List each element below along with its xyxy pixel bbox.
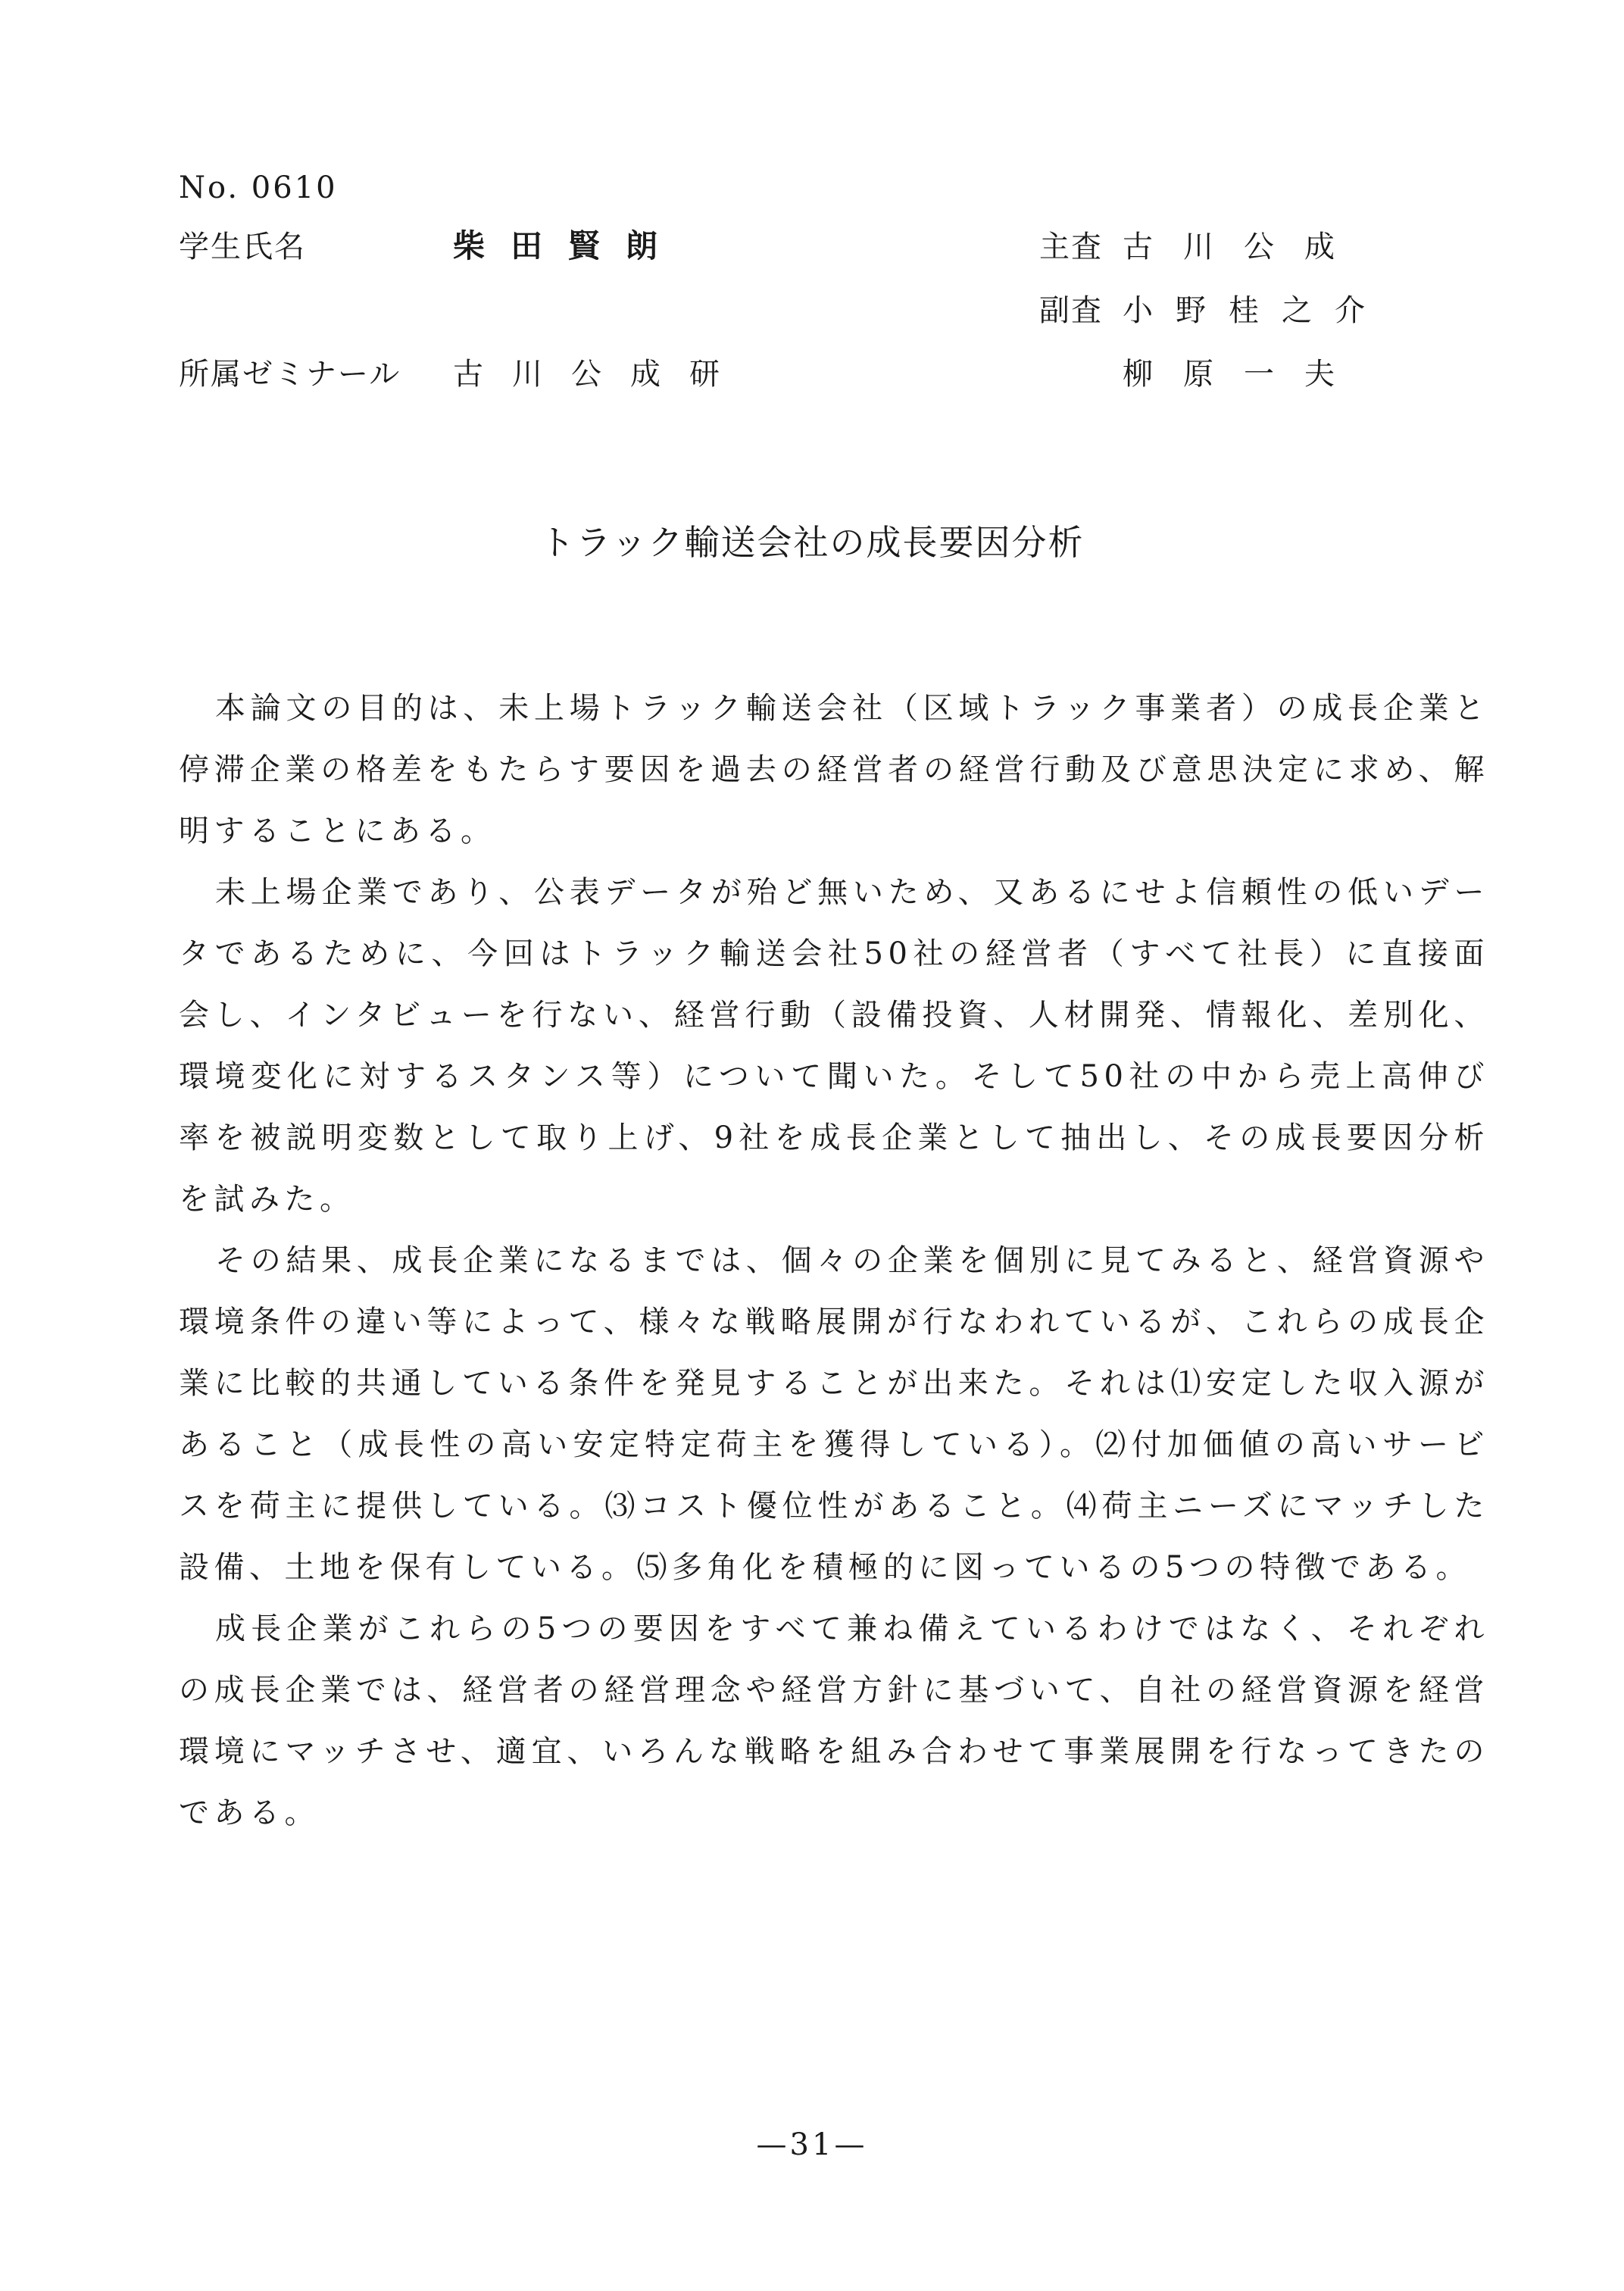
examiner-name: 小野桂之介 [1123,293,1388,328]
seminar-name: 古川公成研 [453,357,748,392]
seminar-label: 所属ゼミナール [179,357,401,392]
student-name: 柴田賢朗 [453,227,684,264]
examiner-role: 副査 [1039,293,1103,328]
examiner-name: 古川公成 [1123,230,1365,264]
abstract-body [179,678,1489,1844]
chief-examiner [1039,232,1388,262]
page-number: —31— [756,2127,868,2162]
paragraph: 成長企業がこれらの5つの要因をすべて兼ね備えているわけではなく、それぞれの成長企業では、経営者の経営理念や経営方針に基づいて、自社の経営資源を経営環境にマッチさせ、適宜、いろんな戦略を組み合わせて事業展開を行なってきたのである。 [179,1611,1489,1830]
thesis-title: トラック輸送会社の成長要因分析 [539,522,1085,563]
paragraph: 本論文の目的は、未上場トラック輸送会社（区域トラック事業者）の成長企業と停滞企業の格差をもたらす要因を過去の経営者の経営行動及び意思決定に求め、解明することにある。 [179,691,1489,849]
paragraph: その結果、成長企業になるまでは、個々の企業を個別に見てみると、経営資源や環境条件の違い等によって、様々な戦略展開が行なわれているが、これらの成長企業に比較的共通している条件を発見することが出来た。それは⑴安定した収入源があること（成長性の高い安定特定荷主を獲得している）。⑵付加価値の高いサービスを荷主に提供している。⑶コスト優位性があること。⑷荷主ニーズにマッチした設備、土地を保有している。⑸多角化を積極的に図っているの5つの特徴である。 [179,1243,1489,1585]
document-number: No. 0610 [179,170,338,205]
paragraph: 未上場企業であり、公表データが殆ど無いため、又あるにせよ信頼性の低いデータであるために、今回はトラック輸送会社50社の経営者（すべて社長）に直接面会し、インタビューを行ない、経営行動（設備投資、人材開発、情報化、差別化、環境変化に対するスタンス等）について聞いた。そして50社の中から売上高伸び率を被説明変数として取り上げ、9社を成長企業として抽出し、その成長要因分析を試みた。 [179,875,1489,1217]
vice-examiner [1039,357,1388,392]
student-name-label: 学生氏名 [179,230,306,264]
examiner-name: 柳原一夫 [1123,357,1365,392]
vice-examiner [1039,295,1388,326]
examiner-role: 主査 [1039,230,1103,264]
